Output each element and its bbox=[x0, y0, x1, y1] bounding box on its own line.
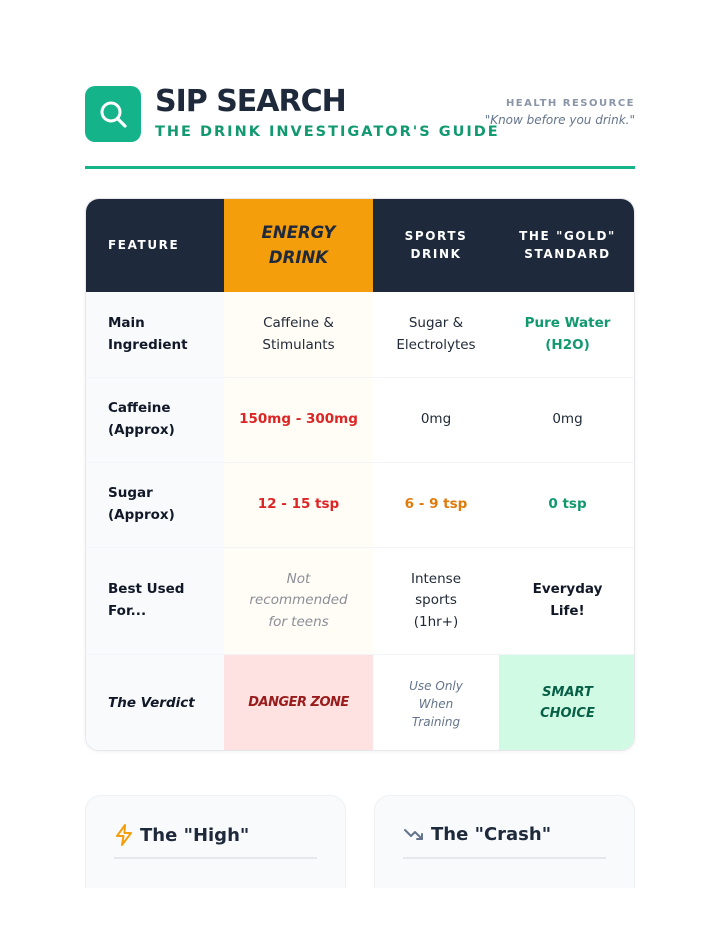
cell-line: Everyday bbox=[532, 581, 603, 598]
row-label-verdict: The Verdict bbox=[86, 655, 224, 751]
search-icon bbox=[97, 98, 129, 130]
resource-label: HEALTH RESOURCE bbox=[505, 98, 635, 109]
cell-line: for teens bbox=[268, 613, 329, 630]
cell-line: Use Only bbox=[409, 678, 463, 693]
energy-sugar: 12 - 15 tsp bbox=[224, 463, 373, 548]
cell-line: Not bbox=[286, 570, 311, 587]
card-crash-title: The "Crash" bbox=[431, 824, 552, 845]
row-label-line: Sugar bbox=[108, 485, 153, 502]
card-crash-heading bbox=[403, 824, 551, 845]
lightning-icon bbox=[114, 824, 134, 846]
header-energy-line1: ENERGY bbox=[261, 222, 336, 242]
card-high-heading bbox=[114, 824, 249, 846]
gold-verdict-badge bbox=[499, 655, 635, 751]
header-energy-drink bbox=[224, 199, 373, 292]
sports-verdict bbox=[373, 655, 499, 751]
row-label-line: Best Used bbox=[108, 581, 185, 598]
energy-verdict-badge: DANGER ZONE bbox=[224, 655, 373, 751]
sports-sugar: 6 - 9 tsp bbox=[373, 463, 499, 548]
sports-caffeine: 0mg bbox=[373, 378, 499, 463]
comparison-table bbox=[85, 198, 635, 751]
cell-line: sports bbox=[415, 592, 457, 609]
card-high-title: The "High" bbox=[140, 824, 250, 846]
header-energy-line2: DRINK bbox=[268, 247, 329, 267]
cell-line: Caffeine & bbox=[263, 314, 334, 331]
row-label-line: (Approx) bbox=[108, 422, 175, 438]
page-header bbox=[85, 86, 635, 146]
page-subtitle: THE DRINK INVESTIGATOR'S GUIDE bbox=[155, 124, 500, 140]
row-label-sugar bbox=[86, 463, 224, 548]
gold-ingredient bbox=[499, 292, 635, 378]
cell-line: SMART bbox=[542, 684, 593, 700]
header-divider bbox=[85, 166, 635, 169]
header-sports-line2: DRINK bbox=[410, 246, 462, 261]
row-label-line: Caffeine bbox=[108, 400, 171, 417]
cell-line: (1hr+) bbox=[413, 613, 459, 630]
header-gold-line1: THE "GOLD" bbox=[519, 229, 616, 244]
header-feature-label: FEATURE bbox=[108, 237, 180, 252]
header-feature bbox=[86, 199, 224, 292]
cell-line: Stimulants bbox=[262, 336, 335, 353]
sports-ingredient bbox=[373, 292, 499, 378]
logo bbox=[85, 86, 141, 142]
row-label-best-used bbox=[86, 548, 224, 655]
cell-line: Life! bbox=[550, 603, 585, 619]
card-high-divider bbox=[114, 857, 317, 859]
gold-best-used bbox=[499, 548, 635, 655]
cell-line: When bbox=[418, 696, 454, 711]
sports-best-used bbox=[373, 548, 499, 655]
gold-sugar: 0 tsp bbox=[499, 463, 635, 548]
row-label-caffeine bbox=[86, 378, 224, 463]
resource-tag bbox=[485, 98, 635, 127]
card-crash-divider bbox=[403, 857, 606, 859]
cell-line: Pure Water bbox=[524, 314, 611, 331]
row-label-line: For... bbox=[108, 603, 147, 619]
header-sports-drink bbox=[373, 199, 499, 292]
cell-line: recommended bbox=[249, 592, 348, 609]
energy-ingredient bbox=[224, 292, 373, 378]
header-sports-line1: SPORTS bbox=[404, 229, 468, 244]
row-label-ingredient bbox=[86, 292, 224, 378]
resource-quote: "Know before you drink." bbox=[484, 113, 635, 127]
page-title: SIP SEARCH bbox=[155, 84, 346, 119]
header-gold-standard bbox=[499, 199, 635, 292]
page-cutoff bbox=[0, 888, 720, 932]
cell-line: Electrolytes bbox=[396, 336, 476, 353]
energy-caffeine: 150mg - 300mg bbox=[224, 378, 373, 463]
cell-line: Intense bbox=[410, 570, 462, 587]
gold-caffeine: 0mg bbox=[499, 378, 635, 463]
cell-line: Sugar & bbox=[408, 314, 464, 331]
row-label-line: Main bbox=[108, 314, 145, 331]
energy-best-used bbox=[224, 548, 373, 655]
row-label-line: Ingredient bbox=[108, 336, 188, 353]
cell-line: Training bbox=[411, 714, 461, 729]
trending-down-icon bbox=[403, 825, 425, 845]
cell-line: (H2O) bbox=[545, 336, 590, 353]
row-label-line: (Approx) bbox=[108, 507, 175, 523]
cell-line: CHOICE bbox=[540, 705, 595, 721]
header-gold-line2: STANDARD bbox=[524, 246, 611, 261]
